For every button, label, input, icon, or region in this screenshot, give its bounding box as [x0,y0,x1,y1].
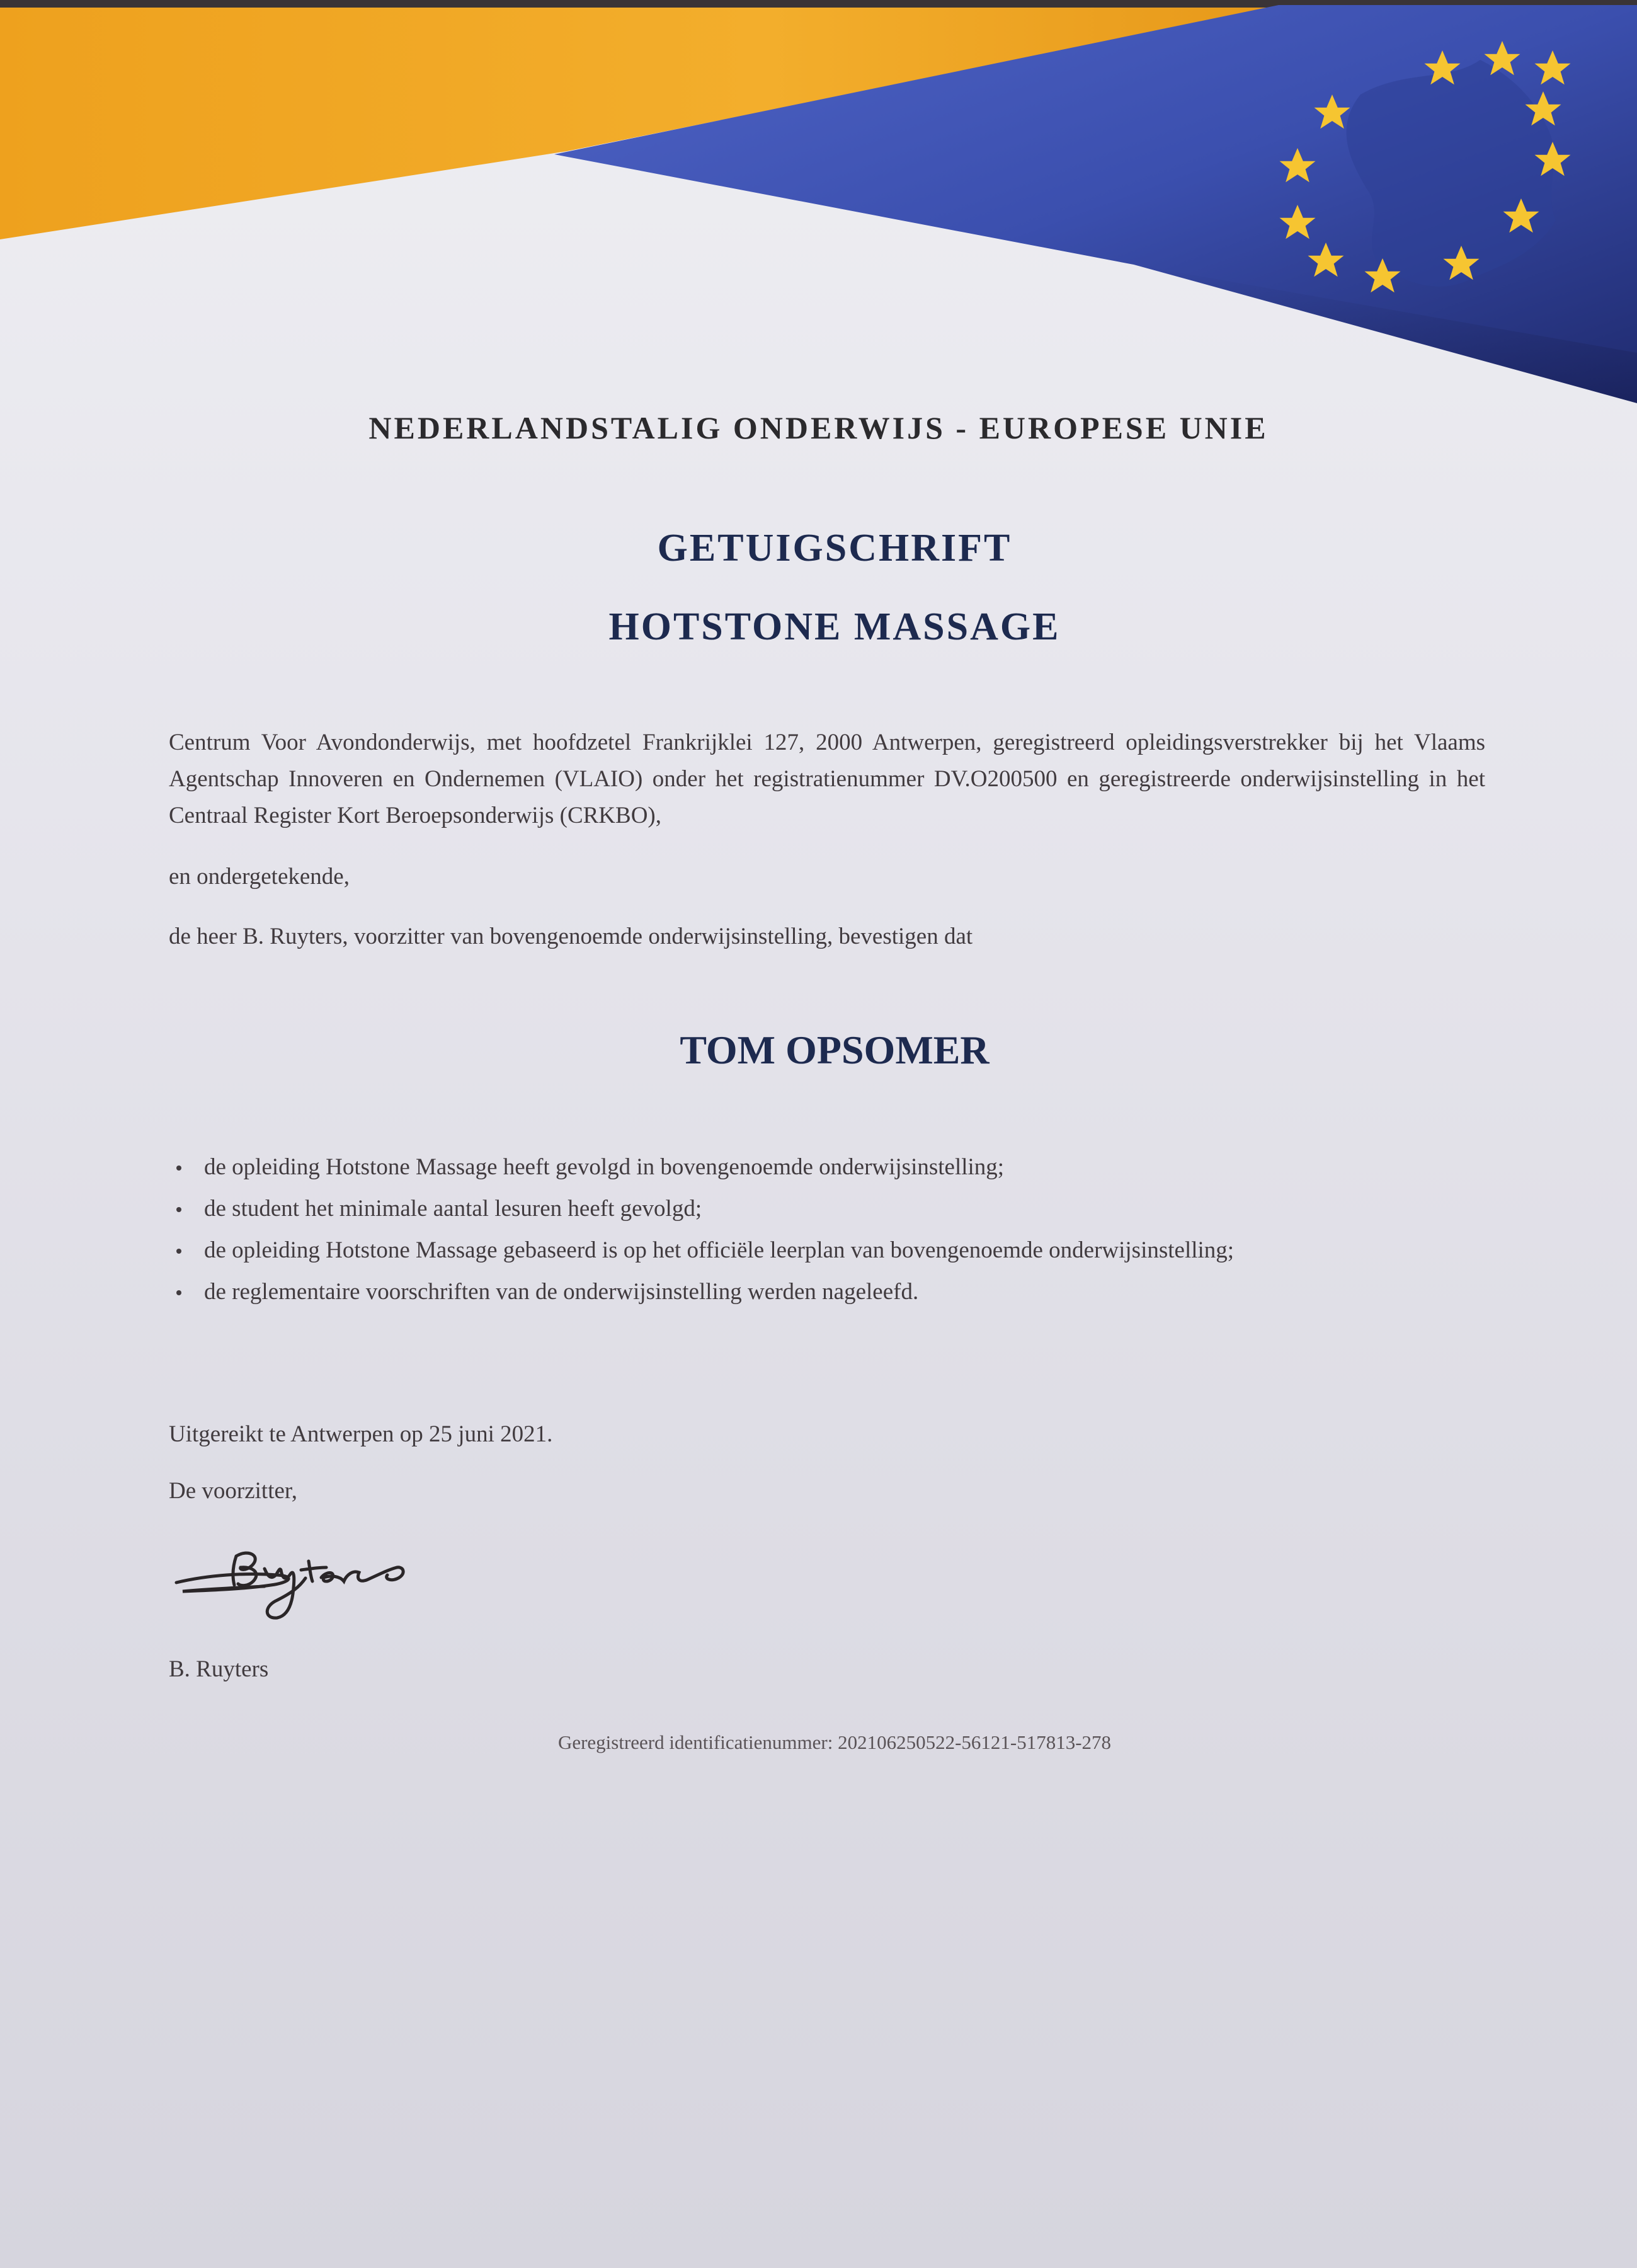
eu-banner [0,0,1637,416]
list-item-text: de opleiding Hotstone Massage gebaseerd is op het officiële leerplan van bovengenoemde onderwijsinstelling; [204,1237,1235,1263]
header-title: NEDERLANDSTALIG ONDERWIJS - EUROPESE UNIE [368,410,1269,445]
list-item [171,1188,1234,1230]
chair-role: De voorzitter, [169,1478,297,1504]
list-item [171,1271,1234,1313]
europe-map [1347,60,1556,287]
bullet-dot-icon [176,1207,181,1212]
chair-statement: de heer B. Ruyters, voorzitter van bovengenoemde onderwijsinstelling, bevestigen dat [169,924,973,949]
registration-number: Geregistreerd identificatienummer: 202106250522-56121-517813-278 [557,1731,1112,1753]
intro-paragraph: Centrum Voor Avondonderwijs, met hoofdzetel Frankrijklei 127, 2000 Antwerpen, geregistreerd opleidingsverstrekker bij het Vlaams Agentschap Innoveren en Ondernemen (VLAIO) onder het registratienummer DV.O200500 en geregistreerde onderwijsinstelling in het Centraal Register Kort Beroepsonderwijs (CRKBO), [169,730,1485,828]
bullet-dot-icon [176,1166,181,1171]
list-item-text: de reglementaire voorschriften van de onderwijsinstelling werden nageleefd. [204,1279,919,1305]
certificate-title: GETUIGSCHRIFT [657,527,1012,570]
undersigned-text: en ondergetekende, [169,864,350,890]
list-item [171,1230,1234,1271]
issued-date: Uitgereikt te Antwerpen op 25 juni 2021. [169,1421,553,1447]
statement-list [171,1147,1234,1313]
list-item-text: de opleiding Hotstone Massage heeft gevolgd in bovengenoemde onderwijsinstelling; [204,1154,1005,1180]
course-title: HOTSTONE MASSAGE [608,605,1061,648]
list-item-text: de student het minimale aantal lesuren heeft gevolgd; [204,1196,702,1222]
bullet-dot-icon [176,1249,181,1254]
signatory-name: B. Ruyters [169,1656,269,1682]
student-name: TOM OPSOMER [680,1028,990,1072]
bullet-dot-icon [176,1290,181,1295]
signature [170,1531,422,1632]
list-item [171,1147,1234,1188]
